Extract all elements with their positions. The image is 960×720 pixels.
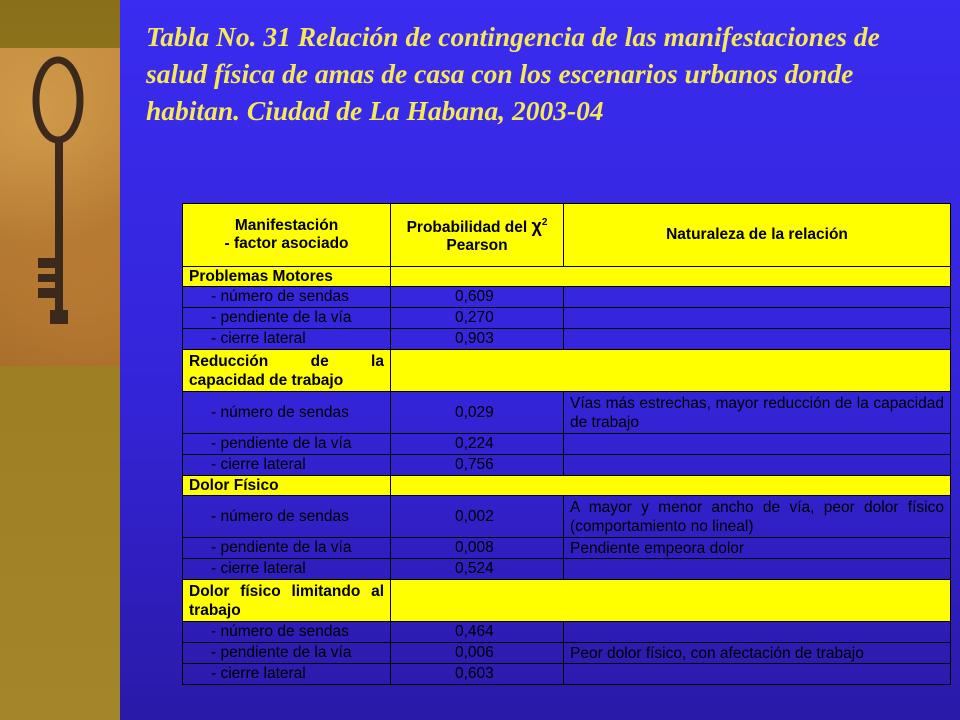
- table-row: [183, 392, 951, 434]
- probability-cell: 0,270: [391, 308, 564, 329]
- probability-cell: 0,002: [391, 496, 564, 538]
- nature-cell: Pendiente empeora dolor: [564, 538, 951, 559]
- section-row: [183, 350, 951, 392]
- header-manifestacion: Manifestación - factor asociado: [183, 204, 391, 267]
- table-row: [183, 664, 951, 685]
- probability-cell: 0,029: [391, 392, 564, 434]
- probability-cell: 0,524: [391, 559, 564, 580]
- table-row: [183, 329, 951, 350]
- table-row: [183, 308, 951, 329]
- factor-cell: - pendiente de la vía: [183, 434, 391, 455]
- table-row: [183, 643, 951, 664]
- factor-cell: - número de sendas: [183, 287, 391, 308]
- table-row: [183, 622, 951, 643]
- section-row: [183, 580, 951, 622]
- table-row: [183, 455, 951, 476]
- header-probabilidad: Probabilidad del $\chi^2$ Pearson: [391, 204, 564, 267]
- probability-cell: 0,603: [391, 664, 564, 685]
- probability-cell: 0,008: [391, 538, 564, 559]
- probability-cell: 0,903: [391, 329, 564, 350]
- section-name: Reducción de la capacidad de trabajo: [183, 350, 391, 392]
- probability-cell: 0,609: [391, 287, 564, 308]
- section-row: [183, 267, 951, 287]
- nature-cell: [564, 559, 951, 580]
- nature-cell: [564, 455, 951, 476]
- table-row: [183, 559, 951, 580]
- header-naturaleza: Naturaleza de la relación: [564, 204, 951, 267]
- factor-cell: - cierre lateral: [183, 664, 391, 685]
- nature-cell: Vías más estrechas, mayor reducción de la capacidad de trabajo: [564, 392, 951, 434]
- factor-cell: - pendiente de la vía: [183, 538, 391, 559]
- factor-cell: - cierre lateral: [183, 455, 391, 476]
- key-icon: [0, 48, 120, 366]
- probability-cell: 0,756: [391, 455, 564, 476]
- table-header-row: [183, 204, 951, 267]
- nature-cell: Peor dolor físico, con afectación de trabajo: [564, 643, 951, 664]
- factor-cell: - número de sendas: [183, 392, 391, 434]
- nature-cell: [564, 329, 951, 350]
- nature-cell: A mayor y menor ancho de vía, peor dolor físico (comportamiento no lineal): [564, 496, 951, 538]
- nature-cell: [564, 287, 951, 308]
- table-row: [183, 434, 951, 455]
- table-row: [183, 287, 951, 308]
- nature-cell: [564, 434, 951, 455]
- factor-cell: - número de sendas: [183, 622, 391, 643]
- section-empty-cell: [391, 476, 951, 496]
- table-row: [183, 538, 951, 559]
- nature-cell: [564, 622, 951, 643]
- contingency-table: [182, 203, 951, 685]
- section-name: Problemas Motores: [183, 267, 391, 287]
- chi-symbol: $\chi^2$: [531, 215, 548, 236]
- section-empty-cell: [391, 267, 951, 287]
- section-empty-cell: [391, 350, 951, 392]
- section-name: Dolor Físico: [183, 476, 391, 496]
- section-empty-cell: [391, 580, 951, 622]
- factor-cell: - número de sendas: [183, 496, 391, 538]
- factor-cell: - cierre lateral: [183, 559, 391, 580]
- factor-cell: - pendiente de la vía: [183, 308, 391, 329]
- nature-cell: [564, 308, 951, 329]
- factor-cell: - cierre lateral: [183, 329, 391, 350]
- nature-cell: [564, 664, 951, 685]
- section-name: Dolor físico limitando al trabajo: [183, 580, 391, 622]
- slide-title: Tabla No. 31 Relación de contingencia de las manifestaciones de salud física de amas de casa con los escenarios urbanos donde habitan. Ciudad de La Habana, 2003-04: [146, 21, 880, 126]
- antique-key-photo: [0, 48, 120, 366]
- factor-cell: - pendiente de la vía: [183, 643, 391, 664]
- table-row: [183, 496, 951, 538]
- probability-cell: 0,224: [391, 434, 564, 455]
- section-row: [183, 476, 951, 496]
- probability-cell: 0,006: [391, 643, 564, 664]
- probability-cell: 0,464: [391, 622, 564, 643]
